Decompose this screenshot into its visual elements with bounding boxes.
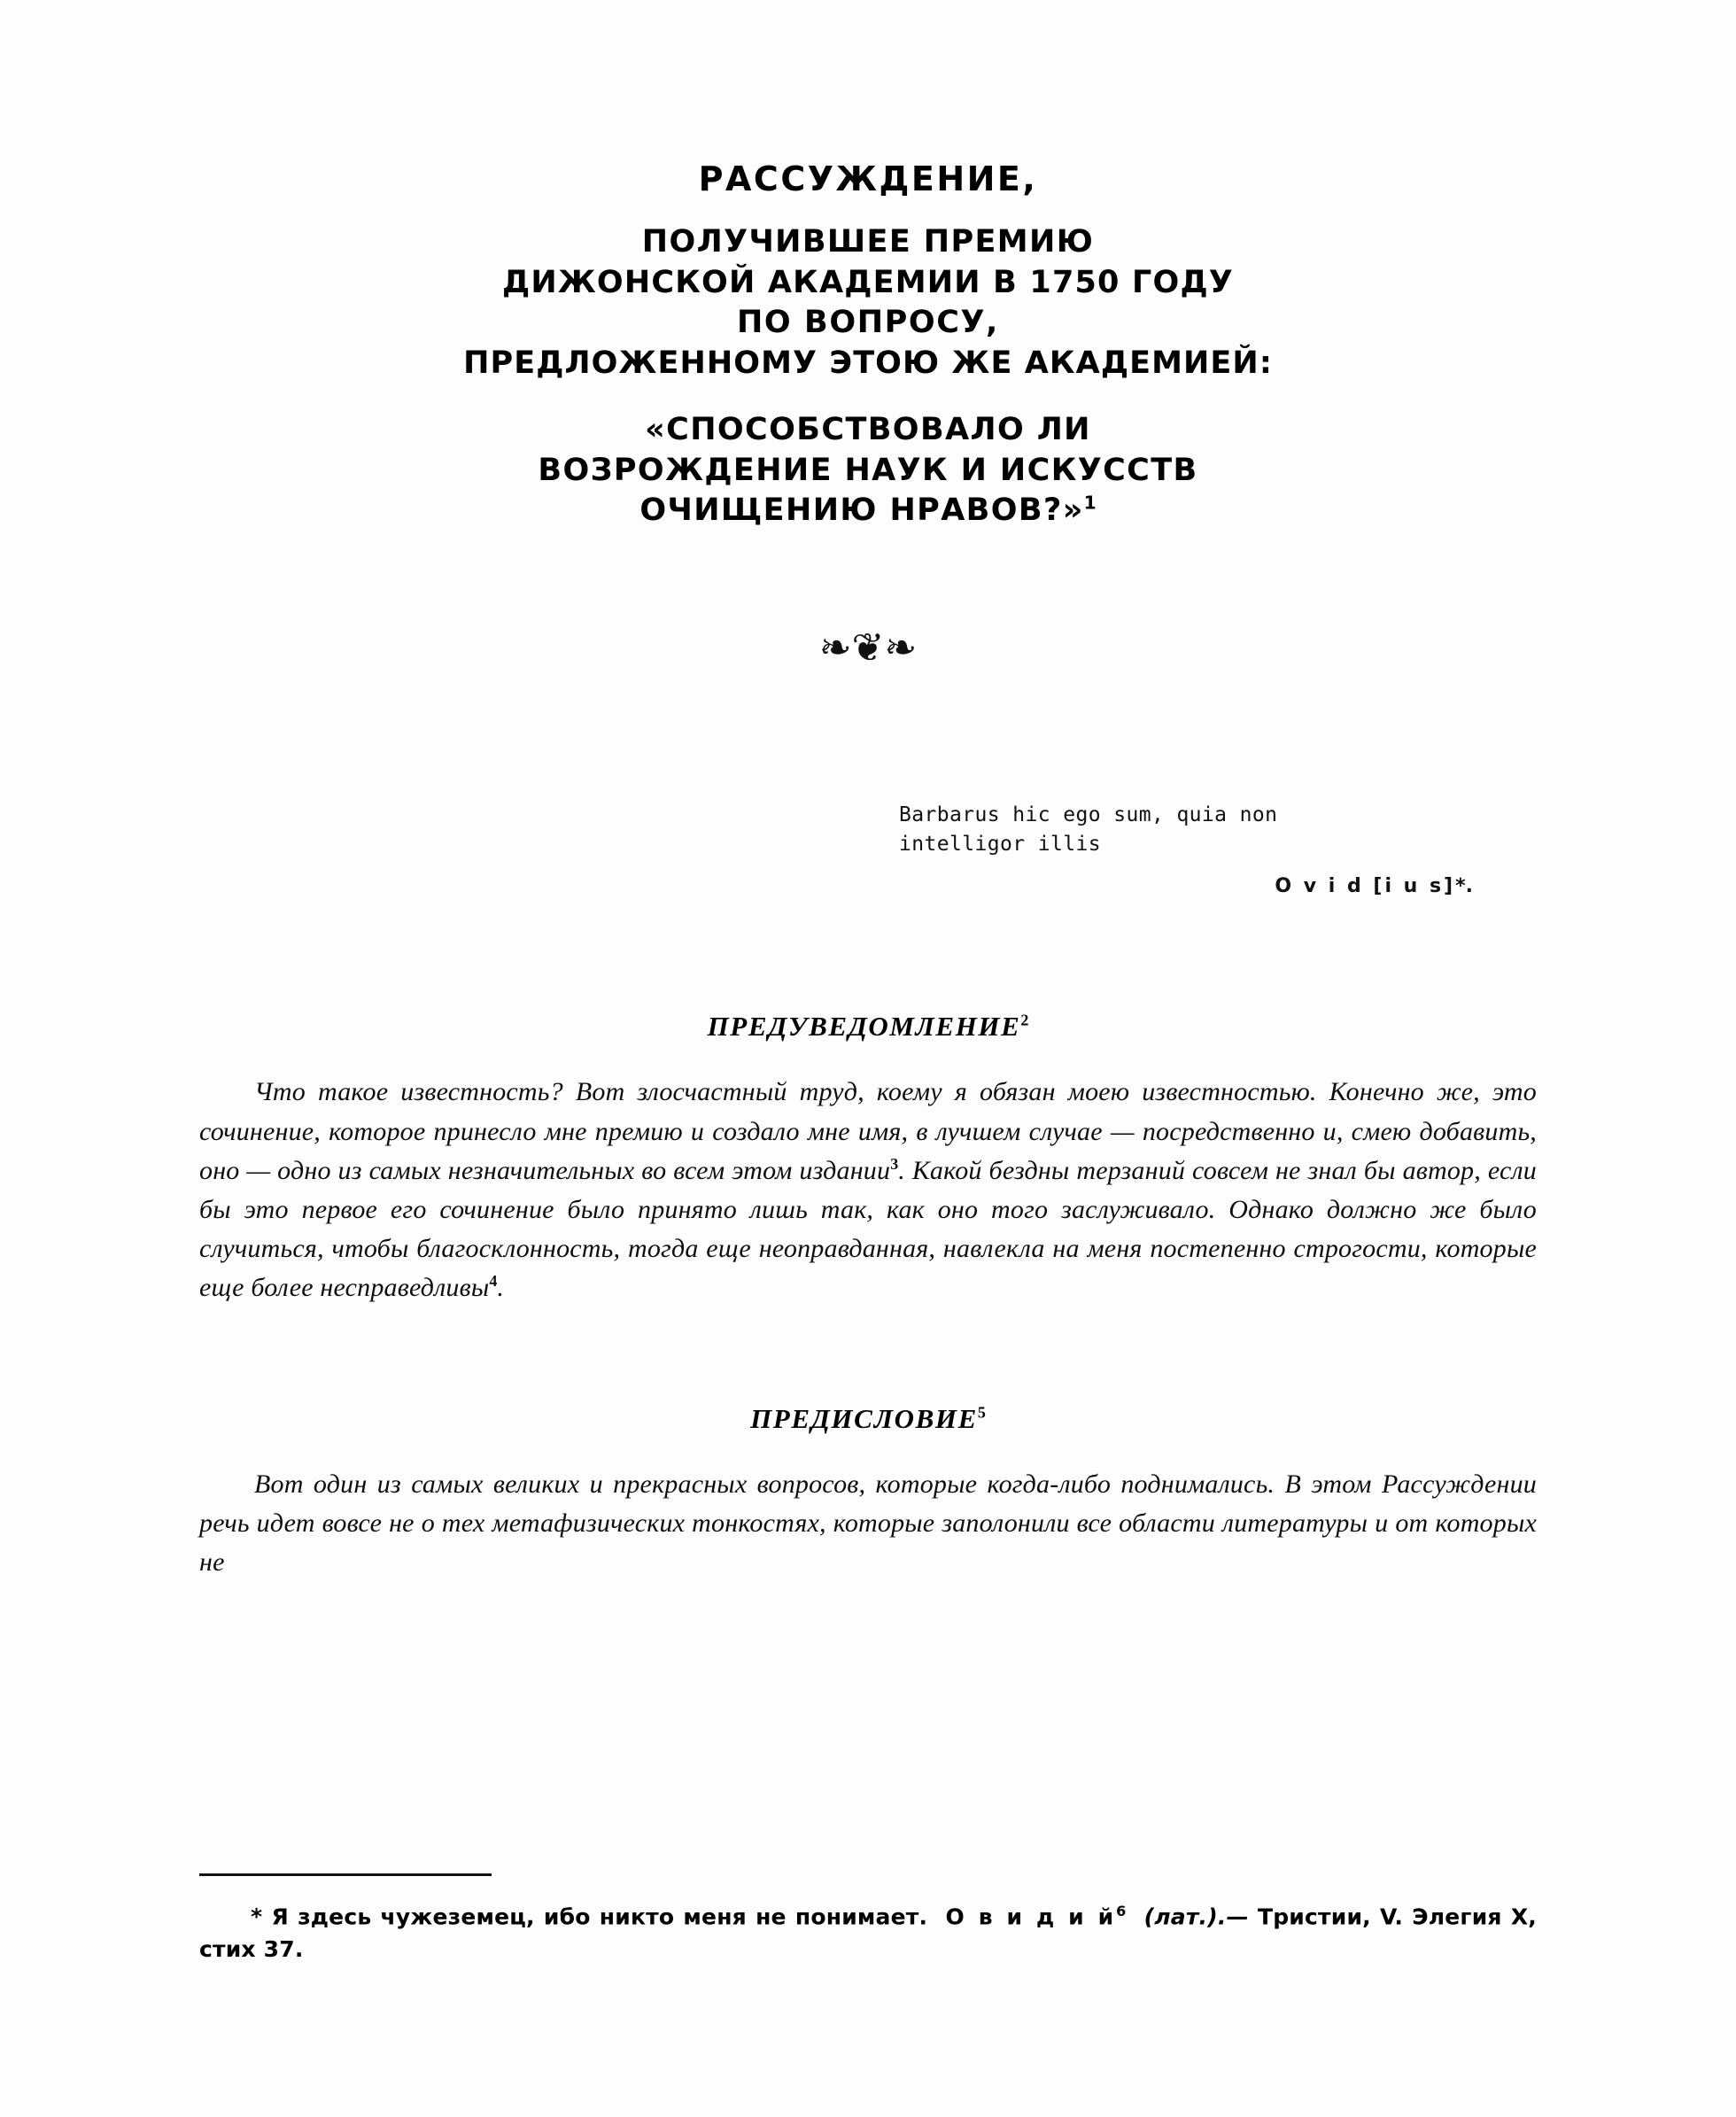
epigraph — [899, 801, 1537, 901]
paragraph-1-marker-3: 3 — [890, 1154, 899, 1173]
epigraph-attribution-marker: *. — [1455, 875, 1473, 898]
title-line-8-text: ОЧИЩЕНИЮ НРАВОВ?» — [639, 492, 1084, 529]
paragraph-1-marker-4: 4 — [489, 1271, 498, 1290]
title-line-3: ДИЖОНСКОЙ АКАДЕМИИ В 1750 ГОДУ — [501, 264, 1234, 300]
title-line-1: РАССУЖДЕНИЕ, — [698, 159, 1038, 198]
paragraph-1-part-1: Что такое известность? Вот злосчастный труд, коему я обязан моею известностью. Конечно же, это сочинение, которое принесло мне премию и создало мне имя, в лучшем случае — посредственно и, смею добавить, оно — одно из самых незначительных во всем этом издании — [199, 1077, 1537, 1185]
footnote-text — [199, 1901, 1537, 1966]
title-line-2: ПОЛУЧИВШЕЕ ПРЕМИЮ — [641, 224, 1095, 260]
paragraph-1-part-2: . Какой бездны терзаний совсем не знал бы автор, если бы это первое его сочинение было принято лишь так, как оно того заслуживало. Однако должно же было случиться, чтобы благосклонность, тогда еще неоправданная, навлекла на меня постепенно строгости, которые еще более несправедливы — [199, 1155, 1537, 1302]
footnote-marker: * — [251, 1904, 263, 1930]
footnote-body: Я здесь чужеземец, ибо никто меня не понимает. — [271, 1904, 928, 1930]
footnote-lang-note: (лат.).— — [1143, 1904, 1249, 1930]
ornament-divider-icon: ❧❦❧ — [818, 624, 918, 671]
title-footnote-marker: 1 — [1083, 492, 1097, 514]
title-line-4: ПО ВОПРОСУ, — [737, 305, 999, 341]
section-heading-predislovie — [199, 1403, 1537, 1435]
title-line-6: «СПОСОБСТВОВАЛО ЛИ — [645, 412, 1091, 448]
paragraph-predislovie: Вот один из самых великих и прекрасных вопросов, которые когда-либо поднимались. В этом Рассуждении речь идет вовсе не о тех метафизических тонкостях, которые заполонили все области литературы и от которых не — [199, 1469, 1537, 1578]
footnote-separator — [199, 1873, 492, 1876]
paragraph-preduvedomlenie — [199, 1073, 1537, 1307]
title-line-8 — [199, 491, 1537, 531]
page-title — [199, 0, 1537, 531]
section-heading-2-text: ПРЕДИСЛОВИЕ — [750, 1403, 978, 1434]
footnote-source: Тристии, V. Элегия X, стих 37. — [199, 1904, 1537, 1962]
page-content — [199, 0, 1537, 1609]
epigraph-attribution — [899, 872, 1473, 900]
section-heading-2-marker: 5 — [977, 1403, 986, 1422]
footnote-area — [199, 1873, 1537, 1966]
epigraph-attribution-name: O v i d [i u s] — [1275, 875, 1456, 898]
section-heading-1-text: ПРЕДУВЕДОМЛЕНИЕ — [707, 1011, 1021, 1043]
paragraph-1-part-3: . — [497, 1272, 505, 1302]
title-line-7: ВОЗРОЖДЕНИЕ НАУК И ИСКУССТВ — [538, 452, 1198, 488]
footnote-author: О в и д и й — [945, 1904, 1117, 1930]
title-line-5: ПРЕДЛОЖЕННОМУ ЭТОЮ ЖЕ АКАДЕМИЕЙ: — [463, 345, 1273, 381]
footnote-author-marker: 6 — [1116, 1903, 1127, 1919]
section-heading-preduvedomlenie — [199, 1011, 1537, 1043]
section-heading-1-marker: 2 — [1020, 1012, 1029, 1030]
epigraph-line-1: Barbarus hic ego sum, quia non — [899, 803, 1278, 826]
epigraph-line-2: intelligor illis — [899, 832, 1101, 856]
